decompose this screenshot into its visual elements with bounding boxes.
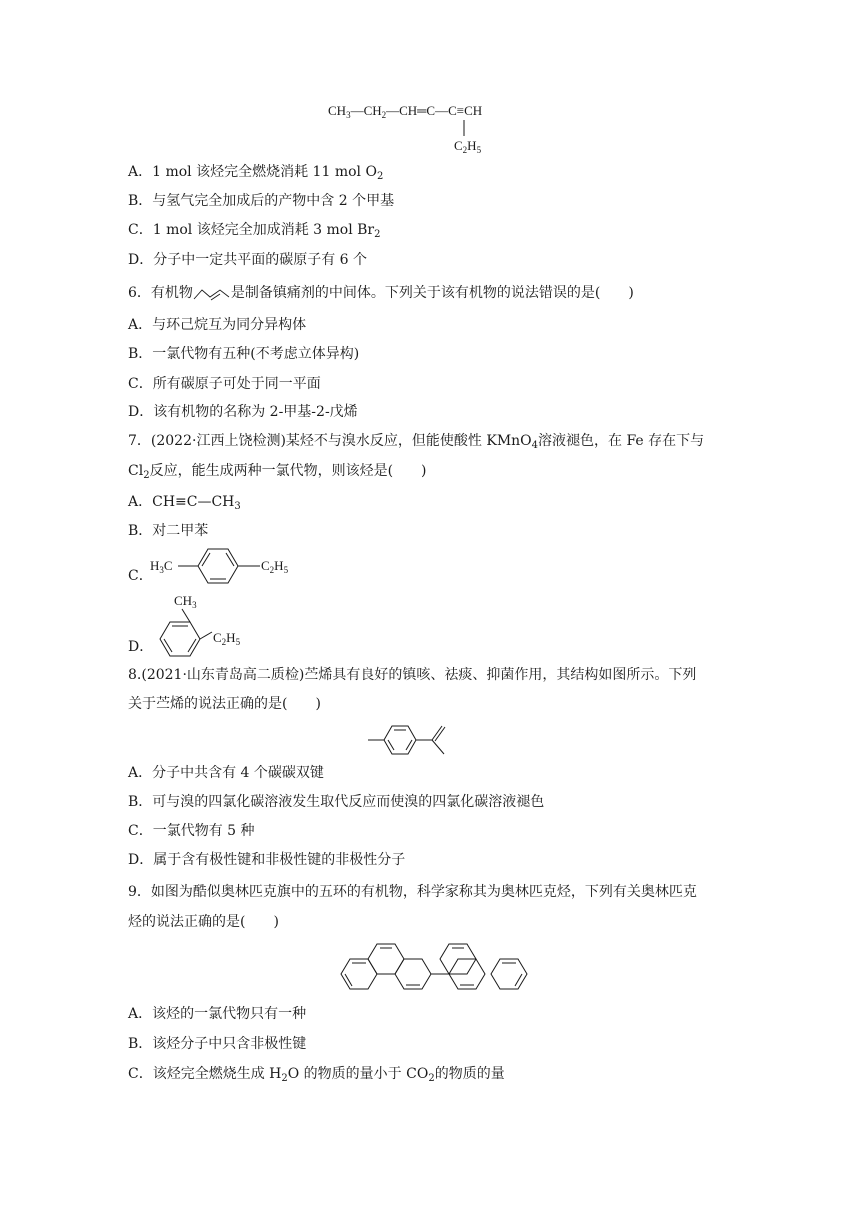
q5-chain-sub2: 2 (381, 110, 387, 120)
q8-option-b: B．可与溴的四氯化碳溶液发生取代反应而使溴的四氯化碳溶液褪色 (128, 794, 545, 810)
q5-chain-ch: CH (328, 103, 347, 118)
q7-option-d-structure (146, 590, 256, 660)
q8-limonene-structure (368, 724, 464, 758)
q9-option-b: B．该烃分子中只含非极性键 (128, 1036, 307, 1052)
q8-option-a: A．分子中共含有 4 个碳碳双键 (128, 765, 324, 781)
q6-structure-icon (193, 285, 231, 307)
q7-option-d-label: D． (128, 639, 154, 655)
q8-option-d: D．属于含有极性键和非极性键的非极性分子 (128, 852, 406, 868)
q7-option-b: B．对二甲苯 (128, 523, 209, 539)
q6-stem: 6．有机物 是制备镇痛剂的中间体。下列关于该有机物的说法错误的是( ) (128, 283, 634, 307)
q5-option-d: D．分子中一定共平面的碳原子有 6 个 (128, 252, 368, 268)
q7-stem-line2: $Cl_2$反应，能生成两种一氯代物，则该烃是( ) (128, 463, 427, 481)
q8-stem-line1: 8.(2021·山东青岛高二质检)苎烯具有良好的镇咳、祛痰、抑菌作用，其结构如图所示。下列 (128, 667, 697, 683)
q5-option-b: B．与氢气完全加成后的产物中含 2 个甲基 (128, 193, 395, 209)
svg-text:CH3—CH2—CH═C—C≡CH (328, 103, 482, 120)
q6-option-b: B．一氯代物有五种(不考虑立体异构) (128, 346, 360, 362)
q6-option-a: A．与环己烷互为同分异构体 (128, 317, 307, 333)
q5-chain-ch2: —CH (350, 103, 382, 118)
svg-text:H3C: $H_3C$ (150, 558, 173, 575)
q7-option-a: A．$CH\equiv C—CH_3$ (128, 494, 241, 512)
q6-option-c: C．所有碳原子可处于同一平面 (128, 376, 321, 392)
svg-text:CH3: $CH_3$ (174, 593, 197, 610)
q5-option-c: C．1 mol 该烃完全加成消耗 3 mol $Br_2$ (128, 222, 381, 240)
q8-stem-line2: 关于苎烯的说法正确的是( ) (128, 696, 321, 712)
q7-option-c-label: C． (128, 568, 153, 584)
svg-text:C2H5: $C_2H_5$ (454, 138, 482, 155)
q5-option-a: A．1 mol 该烃完全燃烧消耗 11 mol $O_2$ (128, 164, 384, 182)
q8-option-c: C．一氯代物有 5 种 (128, 823, 255, 839)
svg-text:C2H5: $C_2H_5$ (261, 558, 289, 575)
svg-text:C2H5: $C_2H_5$ (213, 630, 241, 647)
q9-option-c: C．该烃完全燃烧生成 $H_2O$ 的物质的量小于 $CO_2$的物质的量 (128, 1066, 505, 1084)
q5-chain-rest: —CH═C—C≡CH (386, 103, 483, 118)
q5-structure-formula (328, 100, 548, 156)
q9-stem-line2: 烃的说法正确的是( ) (128, 914, 279, 930)
q5-chain-sub3: 3 (346, 110, 351, 120)
q9-stem-line1: 9．如图为酷似奥林匹克旗中的五环的有机物，科学家称其为奥林匹克烃，下列有关奥林匹克 (128, 884, 697, 900)
q7-stem-line1: 7．(2022·江西上饶检测)某烃不与溴水反应，但能使酸性 KMnO$_4$溶液褪色，在 Fe 存在下与 (128, 433, 705, 451)
q7-option-c-structure (148, 546, 308, 586)
q6-option-d: D．该有机物的名称为 2-甲基-2-戊烯 (128, 404, 358, 420)
q9-olympicene-structure (330, 936, 530, 1000)
q9-option-a: A．该烃的一氯代物只有一种 (128, 1006, 307, 1022)
